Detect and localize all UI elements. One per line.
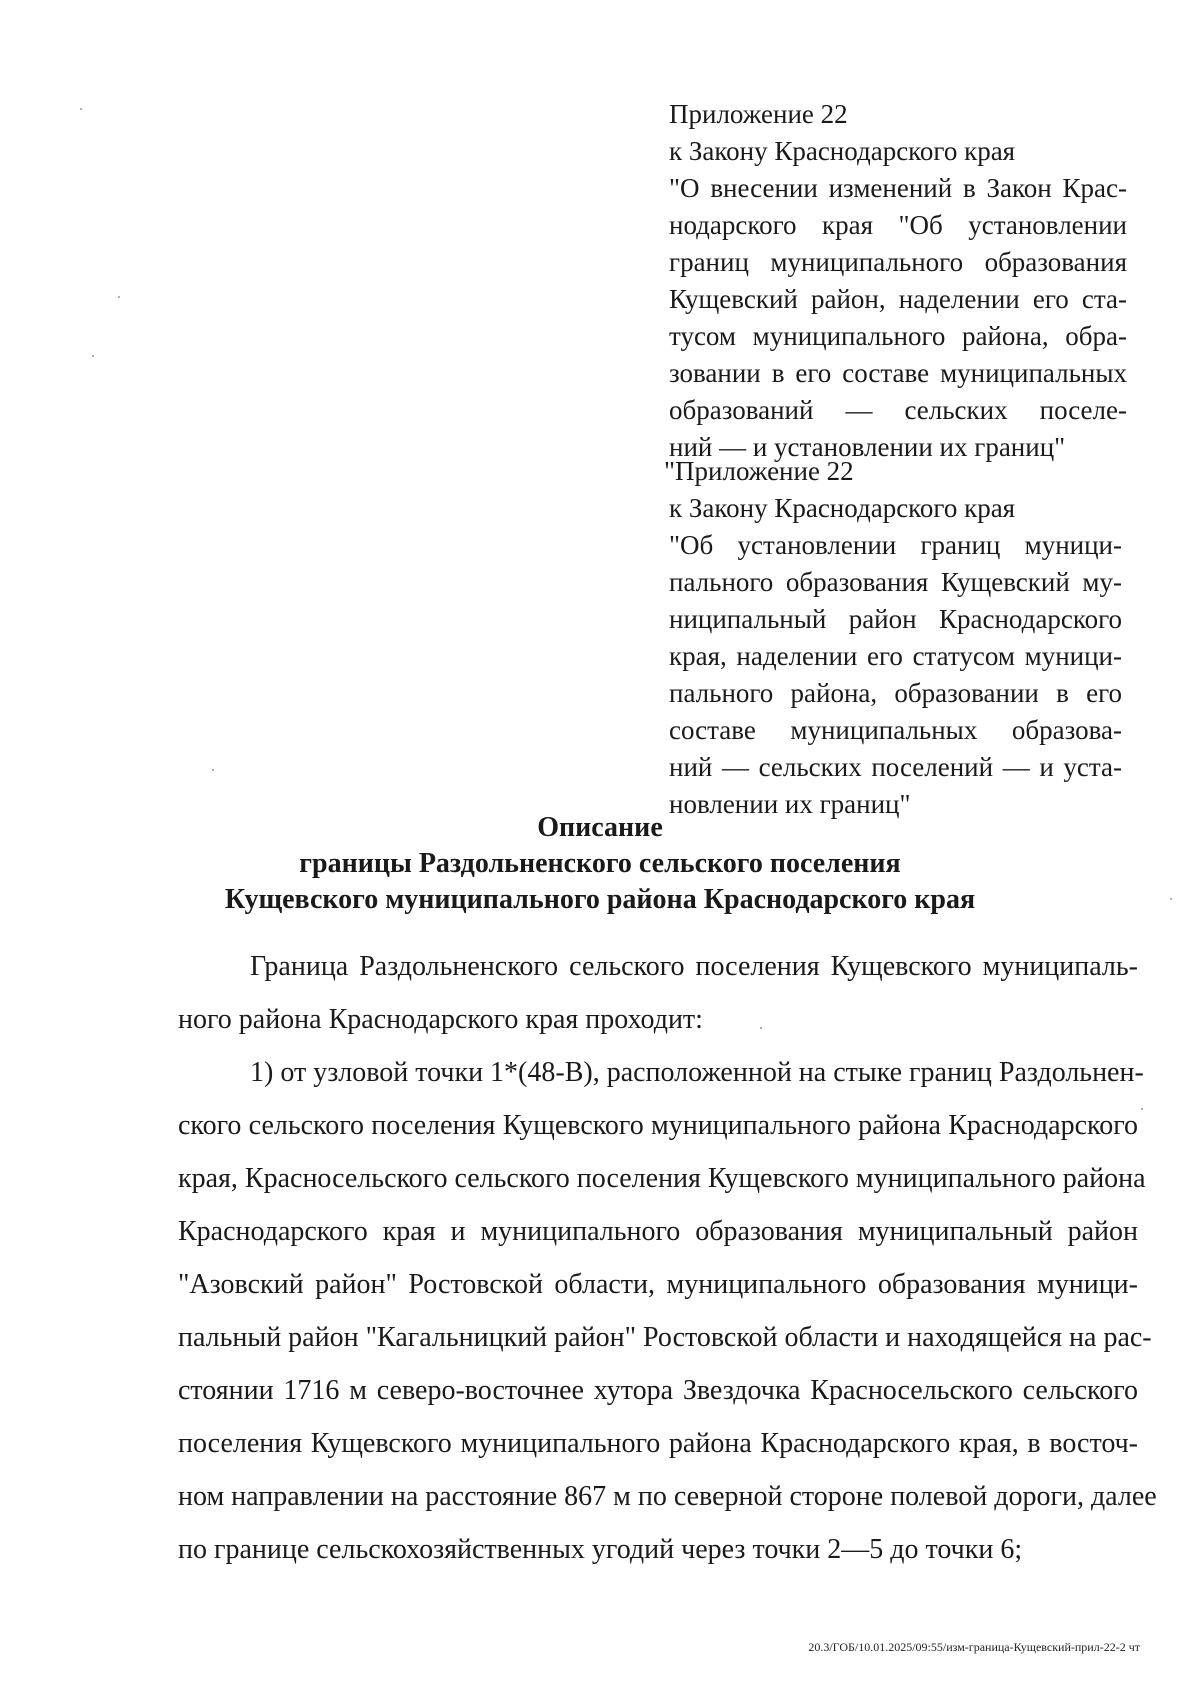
appendix-line: границ муниципального образования — [669, 247, 1127, 277]
scan-speck — [92, 355, 94, 357]
paragraph-line: ном направлении на расстояние 867 м по северной стороне полевой дороги, далее — [178, 1481, 1157, 1512]
appendix-line: составе муниципальных образова- — [669, 715, 1122, 745]
appendix-header-original-law — [664, 453, 1122, 823]
document-footer-code: 20.3/ГОБ/10.01.2025/09:55/изм-граница-Кущевский-прил-22-2 чт — [808, 1640, 1140, 1654]
paragraph-line: стоянии 1716 м северо-восточнее хутора Звездочка Красносельского сельского — [178, 1375, 1138, 1406]
appendix-line: края, наделении его статусом муници- — [669, 641, 1122, 671]
paragraph-line: ного района Краснодарского края проходит: — [178, 1004, 703, 1035]
document-heading — [0, 810, 1200, 918]
appendix-line: "О внесении изменений в Закон Крас- — [669, 173, 1127, 203]
paragraph-line: Краснодарского края и муниципального образования муниципальный район — [178, 1216, 1138, 1247]
scan-speck — [80, 108, 82, 110]
appendix-line: к Закону Краснодарского края — [669, 136, 1016, 166]
scan-speck — [760, 1027, 762, 1029]
paragraph-line: края, Красносельского сельского поселения Кущевского муниципального района — [178, 1163, 1146, 1194]
appendix-line: ниципальный район Краснодарского — [669, 604, 1122, 634]
heading-title: Описание — [537, 812, 663, 843]
scan-speck — [118, 296, 120, 298]
appendix-line: "Об установлении границ муници- — [669, 530, 1122, 560]
paragraph-line: 1) от узловой точки 1*(48-В), расположенной на стыке границ Раздольнен- — [250, 1057, 1144, 1088]
appendix-line: пального района, образовании в его — [669, 678, 1122, 708]
paragraph-line: по границе сельскохозяйственных угодий через точки 2—5 до точки 6; — [178, 1534, 1023, 1565]
appendix-line: тусом муниципального района, обра- — [669, 321, 1127, 351]
appendix-line: к Закону Краснодарского края — [669, 493, 1016, 523]
heading-subtitle: границы Раздольненского сельского поселения — [299, 848, 901, 879]
appendix-line: Кущевский район, наделении его ста- — [669, 284, 1127, 314]
paragraph-line: Граница Раздольненского сельского поселения Кущевского муниципаль- — [250, 951, 1138, 982]
paragraph-line: "Азовский район" Ростовской области, муниципального образования муници- — [178, 1269, 1138, 1300]
heading-subtitle: Кущевского муниципального района Краснодарского края — [224, 884, 976, 915]
appendix-header-amending-law — [669, 96, 1127, 466]
appendix-line: Приложение 22 — [669, 99, 848, 129]
paragraph-line: ского сельского поселения Кущевского муниципального района Краснодарского — [178, 1110, 1138, 1141]
appendix-line: ний — сельских поселений — и уста- — [669, 752, 1122, 782]
appendix-line: пального образования Кущевский му- — [669, 567, 1122, 597]
paragraph-line: поселения Кущевского муниципального района Краснодарского края, в восточ- — [178, 1428, 1138, 1459]
appendix-line: образований — сельских поселе- — [669, 395, 1127, 425]
appendix-line: "Приложение 22 — [664, 456, 854, 486]
appendix-line: новлении их границ" — [669, 789, 911, 819]
scan-speck — [1141, 1108, 1143, 1110]
appendix-line: зовании в его составе муниципальных — [669, 358, 1127, 388]
document-body — [178, 940, 1157, 1576]
scan-speck — [1170, 898, 1172, 900]
appendix-line: ний — и установлении их границ" — [669, 432, 1066, 462]
paragraph-line: пальный район "Кагальницкий район" Ростовской области и находящейся на рас- — [178, 1322, 1152, 1353]
scan-speck — [212, 769, 214, 771]
appendix-line: нодарского края "Об установлении — [669, 210, 1127, 240]
